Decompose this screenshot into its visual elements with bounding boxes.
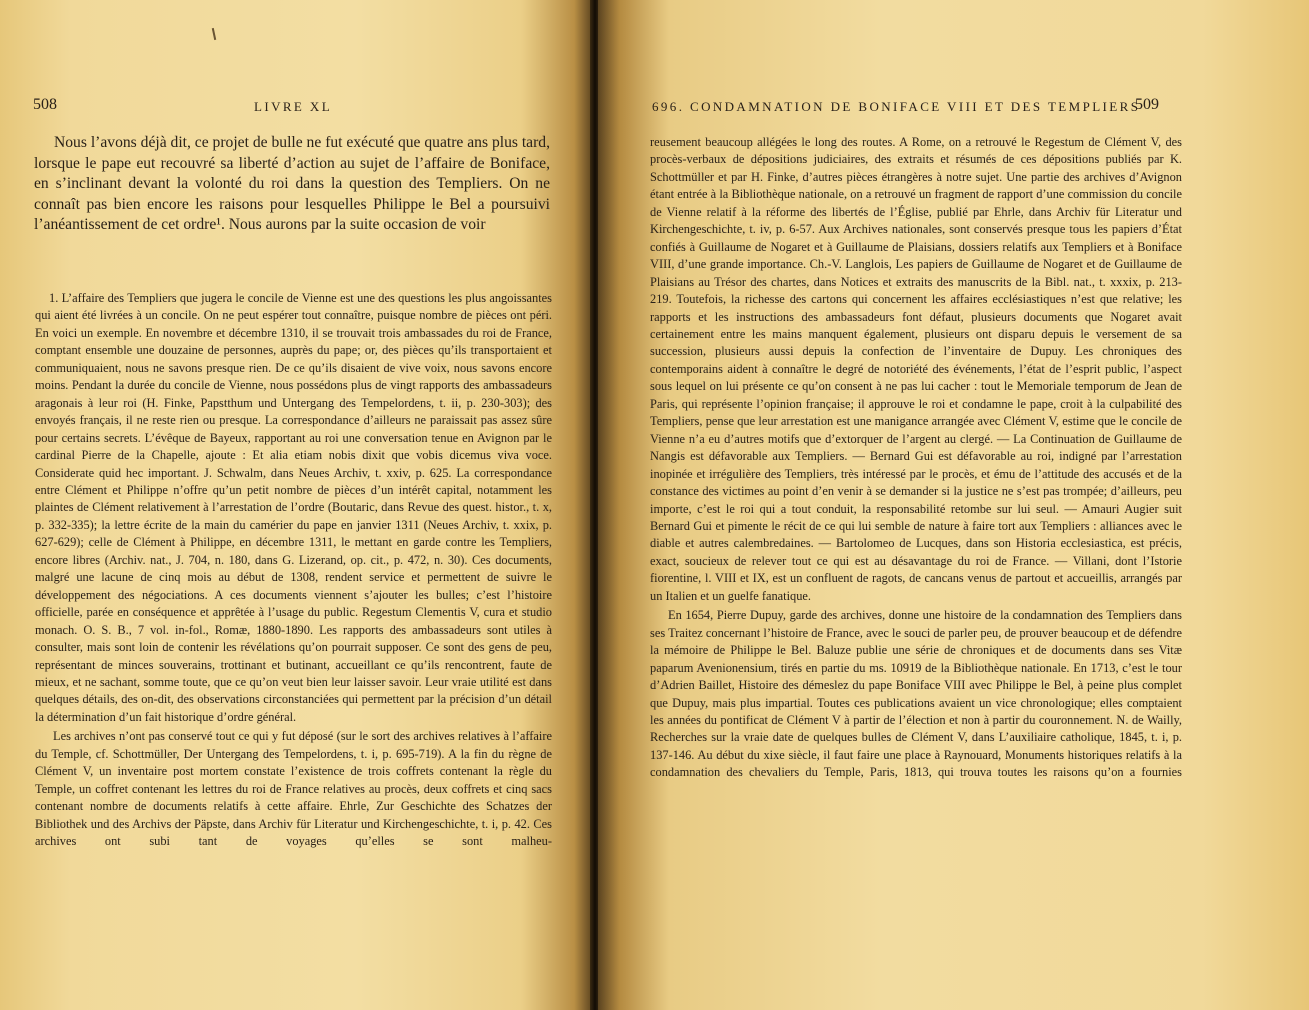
right-page — [598, 0, 1309, 1010]
paragraph: Nous l’avons déjà dit, ce projet de bulle ne fut exécuté que quatre ans plus tard, lorsque le pape eut recouvré sa liberté d’action au sujet de l’affaire de Boniface, en s’inclinant devant la volonté du roi dans la question des Templiers. On ne connaît pas bien encore les raisons pour lesquelles Philippe le Bel a poursuivi l’anéantissement de cet ordre¹. Nous aurons par la suite occasion de voir — [34, 134, 550, 233]
footnotes — [650, 134, 1182, 782]
footnote-paragraph: 1. L’affaire des Templiers que jugera le concile de Vienne est une des questions les plus angoissantes qui aient été livrées à un concile. On ne peut espérer tout connaître, puisque nombre de pièces ont péri. En voici un exemple. En novembre et décembre 1310, il se trouvait trois ambassades du roi de France, comptant ensemble une douzaine de personnes, auprès du pape; or, des pièces qu’ils transportaient et communiquaient, nous ne savons presque rien. De ce qu’ils disaient de vive voix, nous savons encore moins. Pendant la durée du concile de Vienne, nous possédons plus de vingt rapports des ambassadeurs aragonais à leur roi (H. Finke, Papstthum und Untergang des Tempelordens, t. ii, p. 230-303); des envoyés français, il ne reste rien ou presque. La correspondance d’ailleurs ne paraissait pas assez sûre pour certains secrets. L’évêque de Bayeux, rapportant au roi une conversation tenue en Avignon par le cardinal Pierre de la Chapelle, ajoute : Et alia etiam nobis dixit que vobis dicemus viva voce. Considerate quid hec important. J. Schwalm, dans Neues Archiv, t. xxiv, p. 625. La correspondance entre Clément et Philippe n’offre qu’un petit nombre de pièces d’un intérêt capital, notamment les plaintes de Clément relativement à l’arrestation de l’ordre (Boutaric, dans Revue des quest. histor., t. x, p. 332-335); la lettre écrite de la main du camérier du pape en janvier 1311 (Neues Archiv, t. xxix, p. 627-629); celle de Clément à Philippe, en décembre 1311, le mettant en garde contre les Templiers, encore libres (Archiv. nat., J. 704, n. 180, dans G. Lizerand, op. cit., p. 472, n. 30). Ces documents, malgré une lacune de cinq mois au début de 1308, rendent service et permettent de suivre le développement des négociations. A ces documents viennent s’ajouter les bulles; c’est l’histoire officielle, parée en conséquence et apprêtée à l’usage du public. Regestum Clementis V, cura et studio monach. O. S. B., 7 vol. in-fol., Romæ, 1880-1890. Les rapports des ambassadeurs sont utiles à consulter, mais sont loin de contenir les révélations qu’on pourrait supposer. Ce sont des gens de peu, représentant de minces souverains, trottinant et butinant, accueillant ce qu’ils rencontrent, faute de mieux, et ne sachant, somme toute, que ce qu’on veut bien leur laisser savoir. Leur vraie utilité est dans quelques détails, des on-dit, des observations circonstanciées qui permettent par la précision d’un détail la détermination d’un fait historique d’ordre général. — [35, 291, 552, 724]
footnote-paragraph: En 1654, Pierre Dupuy, garde des archives, donne une histoire de la condamnation des Templiers dans ses Traitez concernant l’histoire de France, avec le souci de parler peu, de prouver beaucoup et de défendre la mémoire de Philippe le Bel. Baluze publie une série de chroniques et de documents dans ses Vitæ paparum Avenionensium, tirés en partie du ms. 10919 de la Bibliothèque nationale. En 1713, c’est le tour d’Adrien Baillet, Histoire des démeslez du pape Boniface VIII avec Philippe le Bel, à peine plus complet que Dupuy, mais plus impartial. Toutes ces publications avaient un vice chronologique; elles comptaient les années du pontificat de Clément V à partir de l’élection et non à partir du couronnement. N. de Wailly, Recherches sur la vraie date de quelques bulles de Clément V, dans L’auxiliaire catholique, 1845, t. i, p. 137-146. Au début du xixe siècle, il faut faire une place à Raynouard, Monuments historiques relatifs à la condamnation des chevaliers du Temple, Paris, 1813, qui trouva toutes les raisons qu’on a fournies — [650, 608, 1182, 780]
footnotes — [35, 290, 552, 851]
page-number: 508 — [33, 96, 57, 113]
ink-mark — [212, 28, 216, 40]
running-head: 696. CONDAMNATION DE BONIFACE VIII ET DES TEMPLIERS — [652, 99, 1141, 114]
running-head: LIVRE XL — [254, 99, 333, 114]
main-text — [34, 133, 550, 236]
footnote-paragraph: Les archives n’ont pas conservé tout ce qui y fut déposé (sur le sort des archives relatives à l’affaire du Temple, cf. Schottmüller, Der Untergang des Tempelordens, t. i, p. 695-719). A la fin du règne de Clément V, un inventaire post mortem constate l’existence de trois coffrets contenant la règle du Temple, un coffret contenant les lettres du roi de France relatives au procès, deux coffrets et cinq sacs contenant nombre de documents relatifs à cette affaire. Ehrle, Zur Geschichte des Schatzes der Bibliothek und des Archivs der Päpste, dans Archiv für Literatur und Kirchengeschichte, t. i, p. 42. Ces archives ont subi tant de voyages qu’elles se sont malheu- — [35, 729, 552, 849]
footnote-paragraph: reusement beaucoup allégées le long des routes. A Rome, on a retrouvé le Regestum de Clément V, des procès-verbaux de dépositions judiciaires, des extraits et résumés de ces dépositions publiés par K. Schottmüller et par H. Finke, d’autres pièces étrangères à notre sujet. Une partie des archives d’Avignon étant entrée à la Bibliothèque nationale, on a retrouvé un fragment de rapport d’une commission du concile de Vienne relatif à la réforme des libertés de l’Église, publié par Ehrle, dans Archiv für Literatur und Kirchengeschichte, t. iv, p. 6-57. Aux Archives nationales, sont conservés presque tous les papiers d’État confiés à Guillaume de Nogaret et à Guillaume de Plaisians, dossiers relatifs aux Templiers et à Boniface VIII, d’une grande importance. Ch.-V. Langlois, Les papiers de Guillaume de Nogaret et de Guillaume de Plaisians au Trésor des chartes, dans Notices et extraits des manuscrits de la Bibl. nat., t. xxxix, p. 213-219. Toutefois, la richesse des cartons qui concernent les affaires ecclésiastiques n’est que relative; les rapports et les instructions des ambassadeurs font défaut, plusieurs documents que Nogaret avait certainement entre les mains manquent également, plusieurs ont disparu depuis le versement de sa succession, plusieurs aussi depuis la confection de l’inventaire de Dupuy. Les chroniques des contemporains aident à connaître le degré de notoriété des événements, l’état de l’esprit public, l’aspect sous lequel on lui présente ce qu’on consent à ne pas lui cacher : tout le Memoriale temporum de Jean de Paris, qui représente l’opinion française; il approuve le roi et condamne le pape, croit à la culpabilité des Templiers, pense que leur arrestation est une manigance arrangée avec Clément V, estime que le concile de Vienne n’a eu d’autres motifs que d’extorquer de l’argent au clergé. — La Continuation de Guillaume de Nangis est défavorable aux Templiers. — Bernard Gui est défavorable au roi, indigné par l’arrestation inopinée et irrégulière des Templiers, très intéressé par le procès, et ému de l’attitude des accusés et de la constance des victimes au point d’en venir à se demander si la justice ne s’est pas trompée; d’ailleurs, peu importe, c’est le roi qui a tout conduit, la responsabilité retombe sur lui seul. — Amauri Augier suit Bernard Gui et pimente le récit de ce qui lui semble de nature à faire tort aux Templiers : alliances avec le diable et autres calembredaines. — Bartolomeo de Lucques, dans son Historia ecclesiastica, est précis, exact, soucieux de relever tout ce qui est au désavantage du roi de France. — Villani, dont l’Istorie fiorentine, l. VIII et IX, est un confluent de ragots, de cancans venus de partout et accueillis, arrangés par un Italien et un guelfe fanatique. — [650, 135, 1182, 603]
left-page — [0, 0, 592, 1010]
page-number: 509 — [1135, 96, 1159, 113]
